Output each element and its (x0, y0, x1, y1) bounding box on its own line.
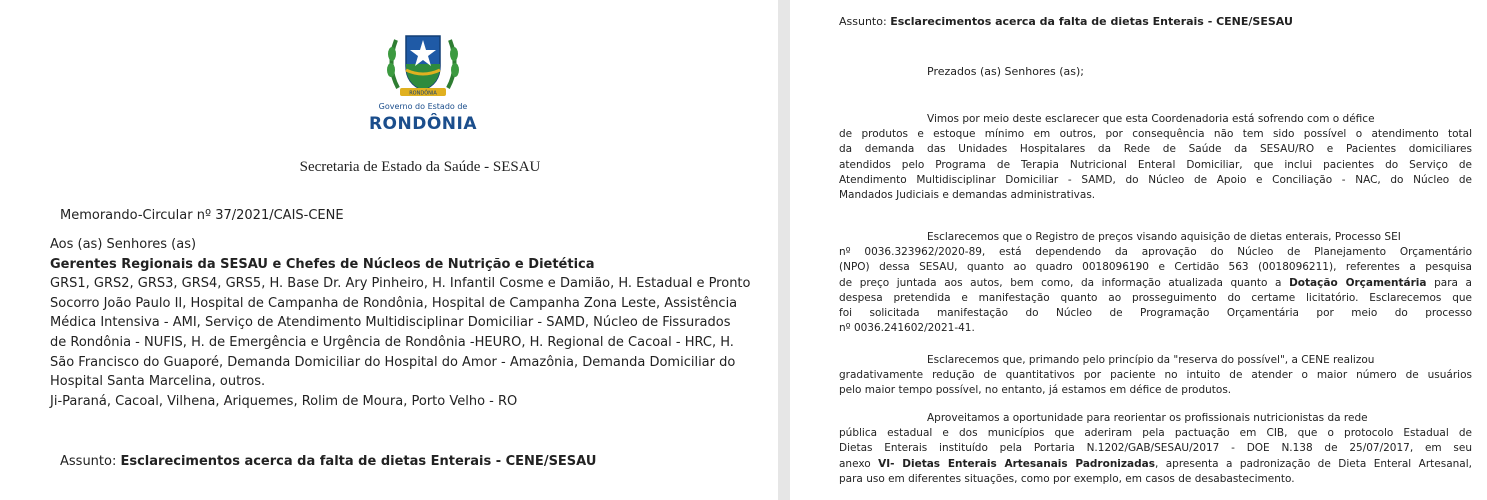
paragraph-line: nº 0036.241602/2021-41. (839, 322, 975, 335)
paragraph-line: despesa pretendida e manifestação quanto ao prosseguimento do certame licitatório. Esclarecemos que (839, 291, 1472, 304)
subject-text: Esclarecimentos acerca da falta de dietas Enterais - CENE/SESAU (120, 454, 597, 469)
paragraph-line: Esclarecemos que, primando pelo princípio da "reserva do possível", a CENE realizou (927, 354, 1375, 366)
document-page-right (790, 0, 1487, 500)
paragraph-line: nº 0036.323962/2020-89, está dependendo da aprovação do Núcleo de Planejamento Orçamentário (839, 246, 1472, 259)
paragraph-line: gradativamente redução de quantitativos por paciente no intuito de atender o maior número de usuários (839, 369, 1472, 382)
paragraph-1 (839, 112, 1472, 203)
paragraph-line: (NPO) dessa SESAU, quanto ao quadro 0018096190 e Certidão 563 (0018096211), referentes a pesquisa (839, 261, 1472, 274)
paragraph-4 (839, 411, 1472, 487)
paragraph-2 (839, 230, 1472, 336)
recipients-block (50, 235, 770, 411)
paragraph-line: de produtos e estoque mínimo em outros, por consequência não tem sido possível o atendimento total (839, 128, 1472, 141)
subject-label: Assunto: (839, 15, 891, 28)
recipients-line: GRS1, GRS2, GRS3, GRS4, GRS5, H. Base Dr. Ary Pinheiro, H. Infantil Cosme e Damião, H. Estadual e Pronto (50, 276, 751, 292)
paragraph-line: pelo maior tempo possível, no entanto, já estamos em défice de produtos. (839, 384, 1232, 397)
paragraph-text: , apresenta a padronização de Dieta Enteral Artesanal, (1154, 457, 1472, 470)
department-heading: Secretaria de Estado da Saúde - SESAU (299, 159, 541, 175)
paragraph-line: para uso em diferentes situações, como por exemplo, em casos de desabastecimento. (839, 472, 1295, 485)
paragraph-line: Mandados Judiciais e demandas administrativas. (839, 189, 1096, 202)
recipients-line: Socorro João Paulo II, Hospital de Campanha de Rondônia, Hospital de Campanha Zona Leste, Assistência (50, 295, 738, 311)
state-coat-of-arms-icon (378, 26, 468, 98)
paragraph-text: de preço juntada aos autos, bem como, da informação atualizada quanto a (839, 276, 1290, 289)
crest-ribbon-label: RONDÔNIA (409, 90, 437, 97)
recipients-title: Gerentes Regionais da SESAU e Chefes de Núcleos de Nutrição e Dietética (50, 256, 595, 272)
paragraph-line: da demanda das Unidades Hospitalares da Rede de Saúde da SESAU/RO e Pacientes domiciliares (839, 143, 1472, 156)
memo-number: Memorando-Circular nº 37/2021/CAIS-CENE (60, 208, 344, 223)
paragraph-text: anexo (839, 457, 879, 470)
budget-allocation-emphasis: Dotação Orçamentária (1289, 276, 1427, 289)
paragraph-line: Aproveitamos a oportunidade para reorientar os profissionais nutricionistas da rede (927, 412, 1368, 424)
subject-line-left (60, 454, 596, 469)
page-gutter (778, 0, 790, 500)
greeting: Prezados (as) Senhores (as); (927, 65, 1084, 78)
recipients-line: de Rondônia - NUFIS, H. de Emergência e Urgência de Rondônia -HEURO, H. Regional de Cacoal - HRC, H. (50, 334, 734, 350)
recipients-line: Hospital Santa Marcelina, outros. (50, 374, 266, 390)
paragraph-line: atendidos pelo Programa de Terapia Nutricional Enteral Domiciliar, que inclui pacientes do Serviço de (839, 158, 1472, 171)
paragraph-line: pública estadual e dos municípios que aderiram pela pactuação em CIB, que o protocolo Estadual de (839, 427, 1472, 440)
recipients-line: São Francisco do Guaporé, Demanda Domiciliar do Hospital do Amor - Amazônia, Demanda Domiciliar do (50, 354, 736, 370)
paragraph-line: Dietas Enterais instituído pela Portaria N.1202/GAB/SESAU/2017 - DOE N.138 de 25/07/2017, em seu (839, 442, 1472, 455)
recipients-line: Médica Intensiva - AMI, Serviço de Atendimento Multidisciplinar Domiciliar - SAMD, Núcleo de Fissurados (50, 315, 731, 331)
paragraph-line: Esclarecemos que o Registro de preços visando aquisição de dietas enterais, Processo SEI (927, 231, 1401, 243)
paragraph-text: para a (1426, 276, 1472, 289)
paragraph-line: foi solicitada manifestação do Núcleo de Programação Orçamentária por meio do processo (839, 307, 1472, 320)
subject-line-right (839, 15, 1293, 28)
paragraph-line: Atendimento Multidisciplinar Domiciliar - SAMD, do Núcleo de Apoio e Conciliação - NAC, do Núcleo de (839, 173, 1472, 186)
recipients-intro: Aos (as) Senhores (as) (50, 237, 197, 252)
annex-title-emphasis: VI- Dietas Enterais Artesanais Padronizadas (878, 457, 1155, 470)
paragraph-line (839, 457, 1472, 472)
recipients-cities: Ji-Paraná, Cacoal, Vilhena, Ariquemes, Rolim de Moura, Porto Velho - RO (50, 393, 518, 409)
paragraph-line (839, 276, 1472, 291)
paragraph-3 (839, 353, 1472, 399)
subject-text: Esclarecimentos acerca da falta de dietas Enterais - CENE/SESAU (890, 15, 1293, 28)
paragraph-line: Vimos por meio deste esclarecer que esta Coordenadoria está sofrendo com o défice (927, 113, 1375, 125)
subject-label: Assunto: (60, 454, 121, 469)
government-caption: Governo do Estado de (378, 102, 468, 111)
state-name-logo-text: RONDÔNIA (368, 114, 478, 134)
